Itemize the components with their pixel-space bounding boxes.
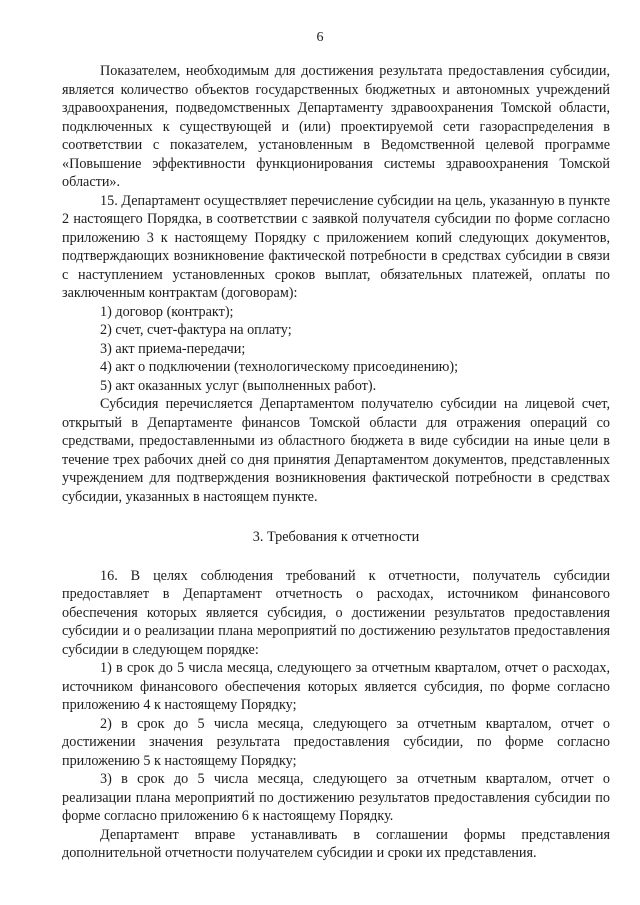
report-list-item: 2) в срок до 5 числа месяца, следующего за отчетным кварталом, отчет о достижении значения результата предоставления субсидии, по форме согласно приложению 5 к настоящему Порядку; [62,715,610,769]
report-list-item: 1) в срок до 5 числа месяца, следующего за отчетным кварталом, отчет о расходах, источником финансового обеспечения которых является субсидия, по форме согласно приложению 4 к настоящему Порядку; [62,660,610,713]
document-list-item: 5) акт оказанных услуг (выполненных работ). [100,377,377,394]
paragraph-indicator: Показателем, необходимым для достижения результата предоставления субсидии, является количество объектов государственных бюджетных и автономных учреждений здравоохранения, подведомственных Департаменту здравоохранения Томской области, подключенных к существующей и (или) проектируемой сети газораспределения в соответствии с показателем, установленным в Ведомственной целевой программе «Повышение эффективности функционирования системы здравоохранения Томской области». [62,63,610,190]
section-title: 3. Требования к отчетности [252,529,420,545]
paragraph-final: Департамент вправе устанавливать в соглашении формы представления дополнительной отчетности получателем субсидии и сроки их представления. [62,826,610,861]
paragraph-15: 15. Департамент осуществляет перечисление субсидии на цель, указанную в пункте 2 настоящего Порядка, в соответствии с заявкой получателя субсидии по форме согласно приложению 3 к настоящему Порядку с приложением копий следующих документов, подтверждающих возникновение фактической потребности в средствах субсидии в связи с наступлением установленных сроков выплат, обязательных платежей, оплаты по заключенным контрактам (договорам): [62,192,610,301]
document-list-item: 4) акт о подключении (технологическому присоединению); [100,359,459,375]
paragraph-16: 16. В целях соблюдения требований к отчетности, получатель субсидии предоставляет в Департамент отчетность о расходах, источником финансового обеспечения которых является субсидия, о достижении результатов предоставления субсидии и о реализации плана мероприятий по достижению результатов предоставления субсидии в следующем порядке: [62,567,610,658]
document-list-item: 1) договор (контракт); [100,303,234,320]
document-list-item: 2) счет, счет-фактура на оплату; [100,322,292,338]
report-list-item: 3) в срок до 5 числа месяца, следующего за отчетным кварталом, отчет о реализации плана мероприятий по достижению результатов предоставления субсидии по форме согласно приложению 6 к настоящему Порядку. [62,771,610,824]
document-list-item: 3) акт приема-передачи; [100,340,246,357]
page-number: 6 [316,30,324,45]
document-body [62,62,610,863]
paragraph-transfer: Субсидия перечисляется Департаментом получателю субсидии на лицевой счет, открытый в Департаменте финансов Томской области для отражения операций со средствами, предоставленными из областного бюджета в виде субсидии на иные цели в течение трех рабочих дней со дня принятия Департаментом документов, представленных учреждением для подтверждения возникновения фактической потребности в средствах субсидии, указанных в настоящем пункте. [62,396,610,505]
